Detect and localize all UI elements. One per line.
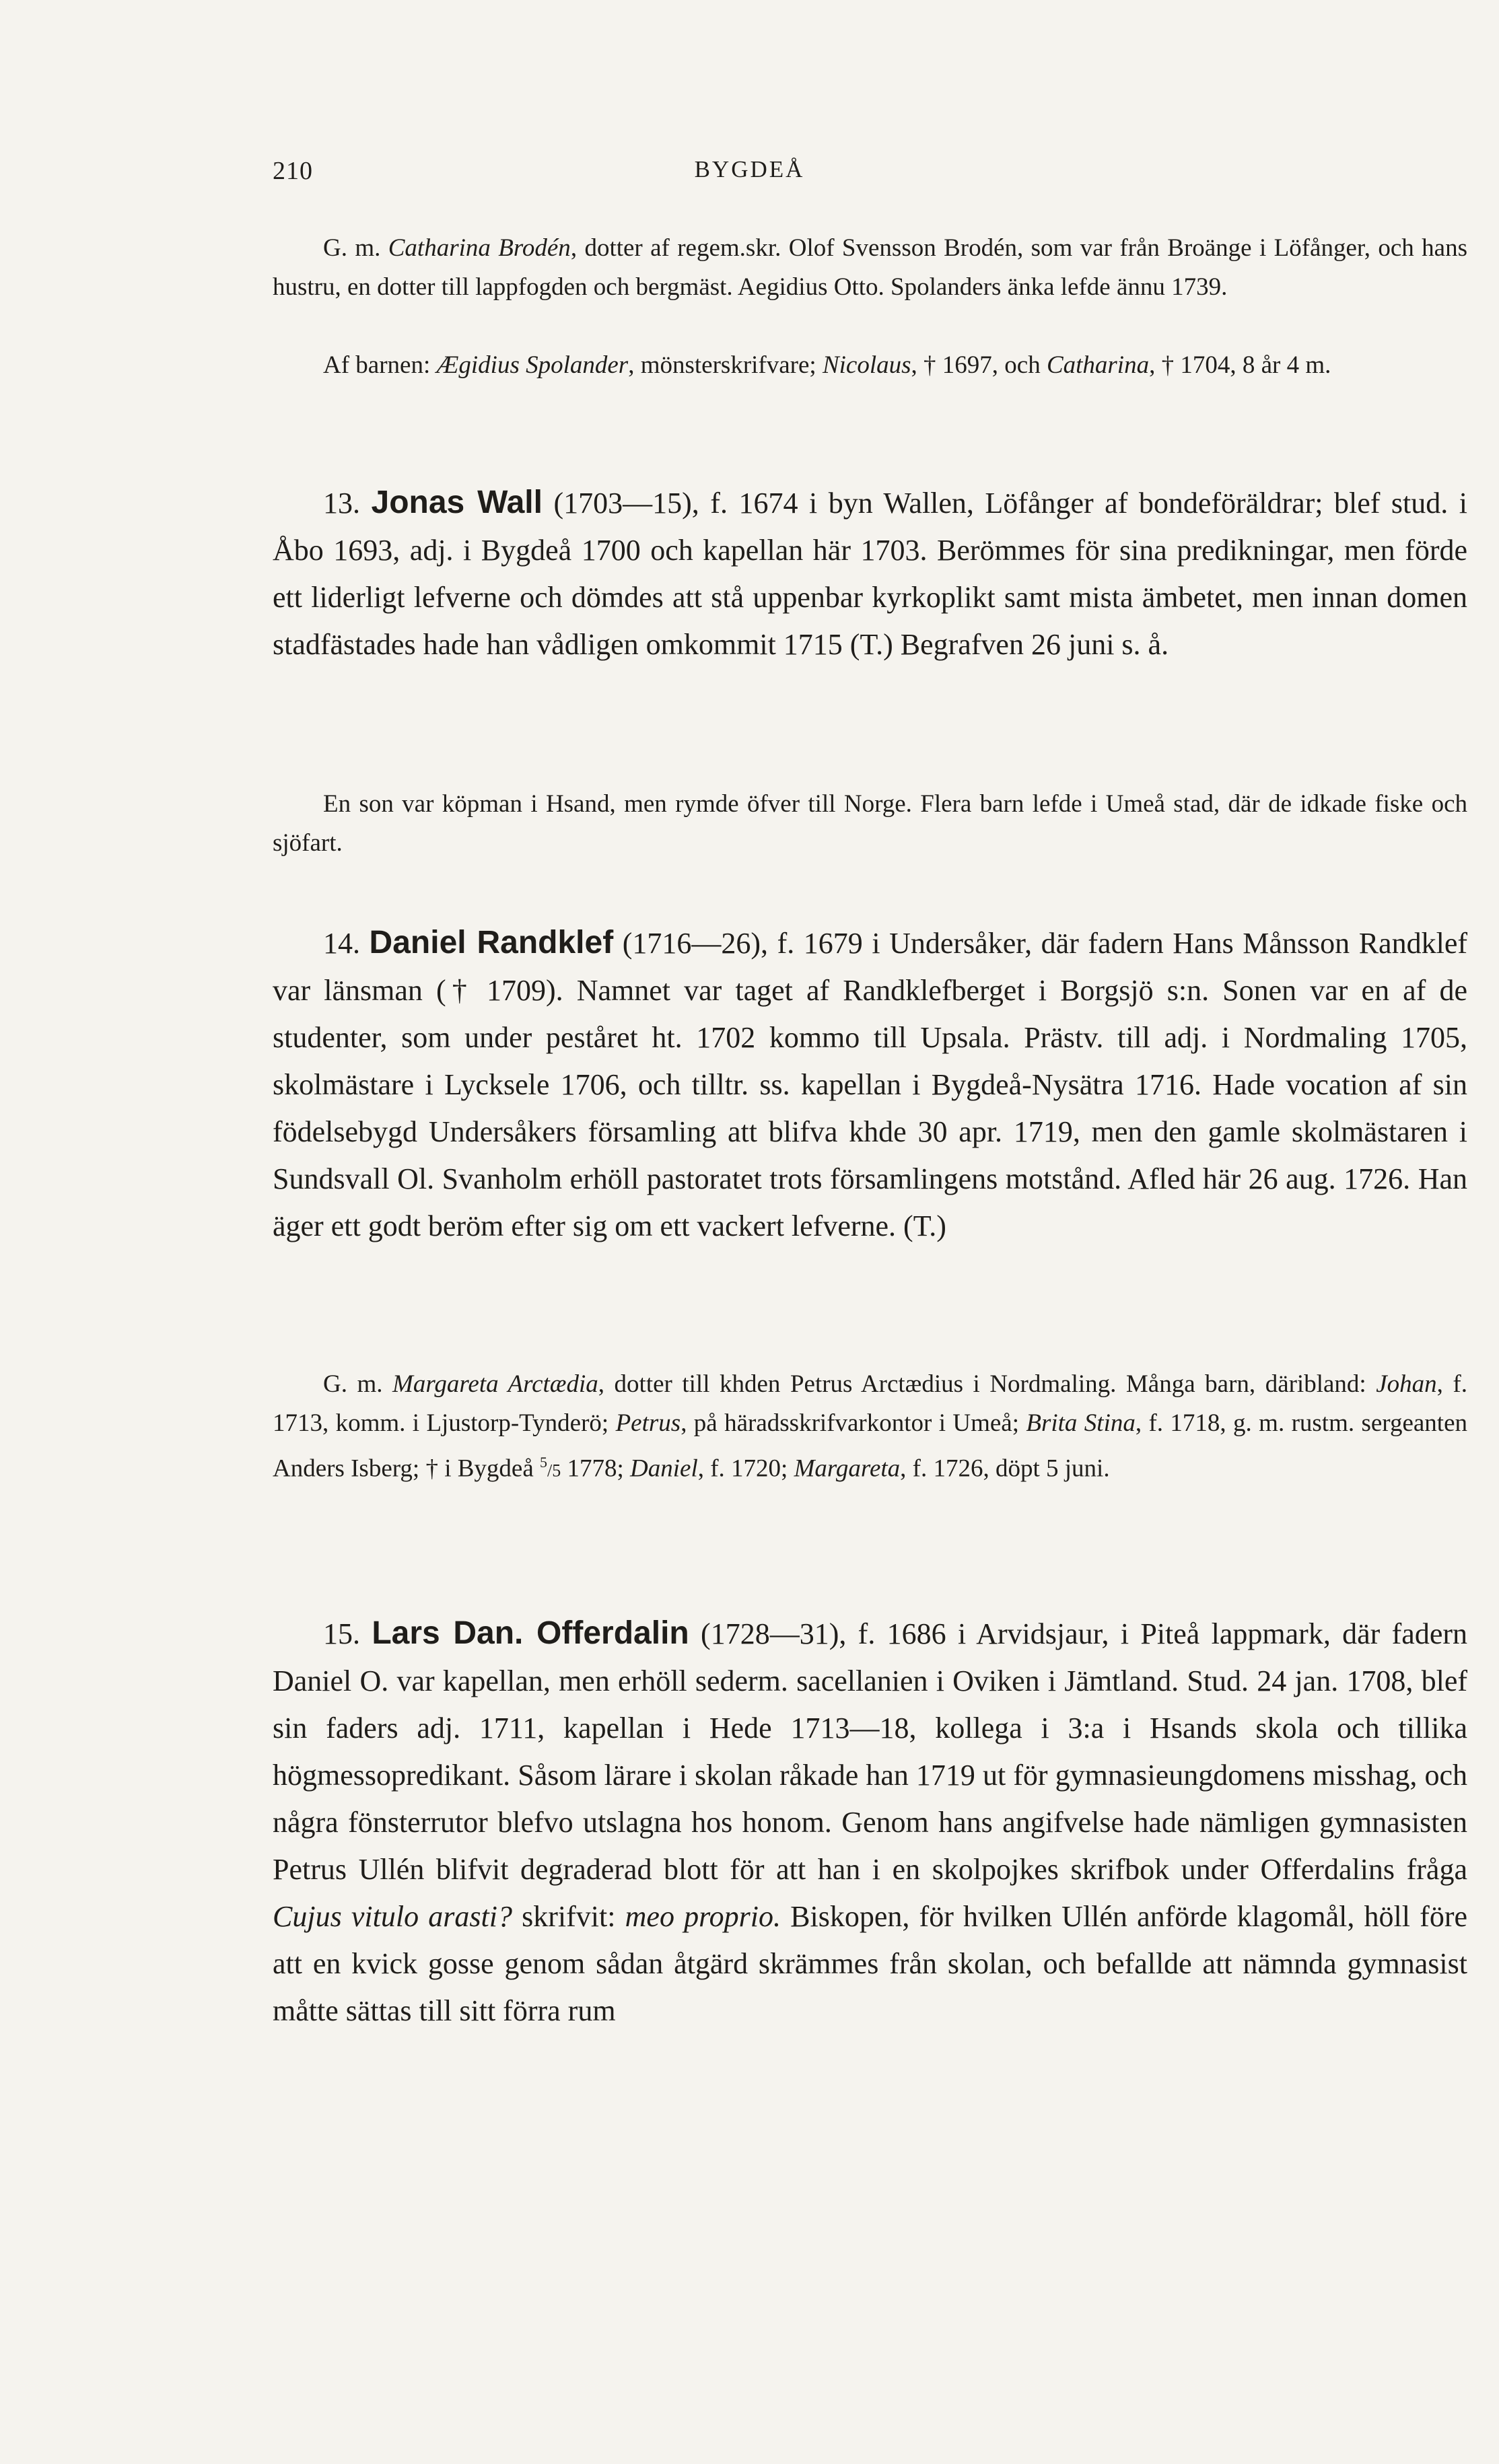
entry-name: Daniel Randklef: [369, 925, 614, 960]
entry-number: 13.: [323, 487, 372, 520]
entry-15-paragraph: [273, 1610, 1467, 2035]
family-text: , dotter till khden Petrus Arctædius i Nordmaling. Många barn, däribland:: [598, 1370, 1376, 1398]
entry-number: 15.: [323, 1617, 372, 1650]
latin-answer: meo proprio.: [625, 1900, 781, 1933]
family-text: , f. 1726, döpt 5 juni.: [900, 1454, 1110, 1483]
page-number: 210: [273, 157, 313, 185]
entry-text: skrifvit:: [512, 1900, 625, 1933]
entry-text: (1703—15), f. 1674 i byn Wallen, Löfånger af bondeföräldrar; blef stud. i Åbo 1693, adj. i Bygdeå 1700 och kapellan här 1703. Berömmes för sina predikningar, men förde ett liderligt lefverne och dömdes att stå uppenbar kyrkoplikt samt mista ämbetet, men innan domen stadfästades hade han vådligen omkommit 1715 (T.) Begrafven 26 juni s. å.: [273, 487, 1468, 661]
latin-question: Cujus vitulo arasti?: [273, 1900, 512, 1933]
child-name: Nicolaus: [822, 351, 911, 379]
date-superscript: 5: [540, 1454, 547, 1471]
running-title: BYGDEÅ: [694, 156, 805, 182]
entry-name: Lars Dan. Offerdalin: [372, 1615, 689, 1651]
family-text: , f. 1718, g. m. rustm. sergeanten Anders Isberg; † i Bygdeå: [273, 1409, 1467, 1483]
child-name: Petrus: [615, 1409, 681, 1437]
entry-text: (1716—26), f. 1679 i Undersåker, där fadern Hans Månsson Randklef var länsman († 1709). Namnet var taget af Randklefberget i Borgsjö s:n. Sonen var en af de studenter, som under peståret ht. 1702 kommo till Upsala. Prästv. till adj. i Nordmaling 1705, skolmästare i Lycksele 1706, och tilltr. ss. kapellan i Bygdeå-Nysätra 1716. Hade vocation af sin födelsebygd Undersåkers församling att blifva khde 30 apr. 1719, men den gamle skolmästaren i Sundsvall Ol. Svanholm erhöll pastoratet trots församlingens motstånd. Afled här 26 aug. 1726. Han äger ett godt beröm efter sig om ett vackert lefverne. (T.): [273, 927, 1467, 1242]
entry-14-paragraph: [273, 919, 1467, 1250]
wife-name: Catharina Brodén: [388, 234, 571, 262]
family-text: G. m.: [323, 1370, 393, 1398]
child-text: , † 1704, 8 år 4 m.: [1149, 351, 1331, 379]
child-text: , mönsterskrifvare;: [628, 351, 823, 379]
child-name: Johan: [1376, 1370, 1437, 1398]
entry-text: Biskopen, för hvilken Ullén anförde klagomål, höll före att en kvick gosse genom sådan åtgärd skrämmes från skolan, och befallde att nämnda gymnasist måtte sättas till sitt förra rum: [273, 1900, 1468, 2027]
child-name: Margareta: [794, 1454, 901, 1483]
entry-name: Jonas Wall: [371, 485, 543, 520]
family-text: , på häradsskrifvarkontor i Umeå;: [681, 1409, 1026, 1437]
child-text: , † 1697, och: [911, 351, 1047, 379]
child-name: Catharina: [1046, 351, 1150, 379]
entry-number: 14.: [323, 927, 370, 960]
entry-12-children-paragraph: [273, 346, 1467, 385]
wife-text: , dotter af regem.skr. Olof Svensson Brodén, som var från Broänge i Löfånger, och hans hustru, en dotter till lappfogden och bergmäst. Aegidius Otto. Spolanders änka lefde ännu 1739.: [273, 234, 1467, 301]
entry-12-wife-paragraph: [273, 229, 1467, 307]
child-name: Brita Stina: [1026, 1409, 1136, 1437]
entry-text: (1728—31), f. 1686 i Arvidsjaur, i Piteå lappmark, där fadern Daniel O. var kapellan, men erhöll sederm. sacellanien i Oviken i Jämtland. Stud. 24 jan. 1708, blef sin faders adj. 1711, kapellan i Hede 1713—18, kollega i 3:a i Hsands skola och tillika högmessopredikant. Såsom lärare i skolan råkade han 1719 ut för gymnasieungdomens misshag, och några fönsterrutor blefvo utslagna hos honom. Genom hans angifvelse hade nämligen gymnasisten Petrus Ullén blifvit degraderad blott för att han i en skolpojkes skrifbok under Offerdalins fråga: [273, 1617, 1468, 1886]
child-name: Daniel: [630, 1454, 698, 1483]
entry-14-family-paragraph: [273, 1365, 1467, 1490]
date-fraction: /5: [547, 1460, 561, 1481]
wife-name: Margareta Arctædia: [392, 1370, 598, 1398]
wife-prefix: G. m.: [323, 234, 388, 262]
entry-13-note: En son var köpman i Hsand, men rymde öfver till Norge. Flera barn lefde i Umeå stad, där de idkade fiske och sjöfart.: [273, 790, 1467, 857]
child-name: Ægidius Spolander: [436, 351, 629, 379]
children-prefix: Af barnen:: [323, 351, 437, 379]
family-text: , f. 1720;: [697, 1454, 794, 1483]
family-text: 1778;: [561, 1454, 631, 1483]
page-header: [0, 156, 1499, 197]
family-text: , f. 1713, komm. i Ljustorp-Tynderö;: [273, 1370, 1467, 1437]
entry-13-paragraph: [273, 479, 1467, 668]
